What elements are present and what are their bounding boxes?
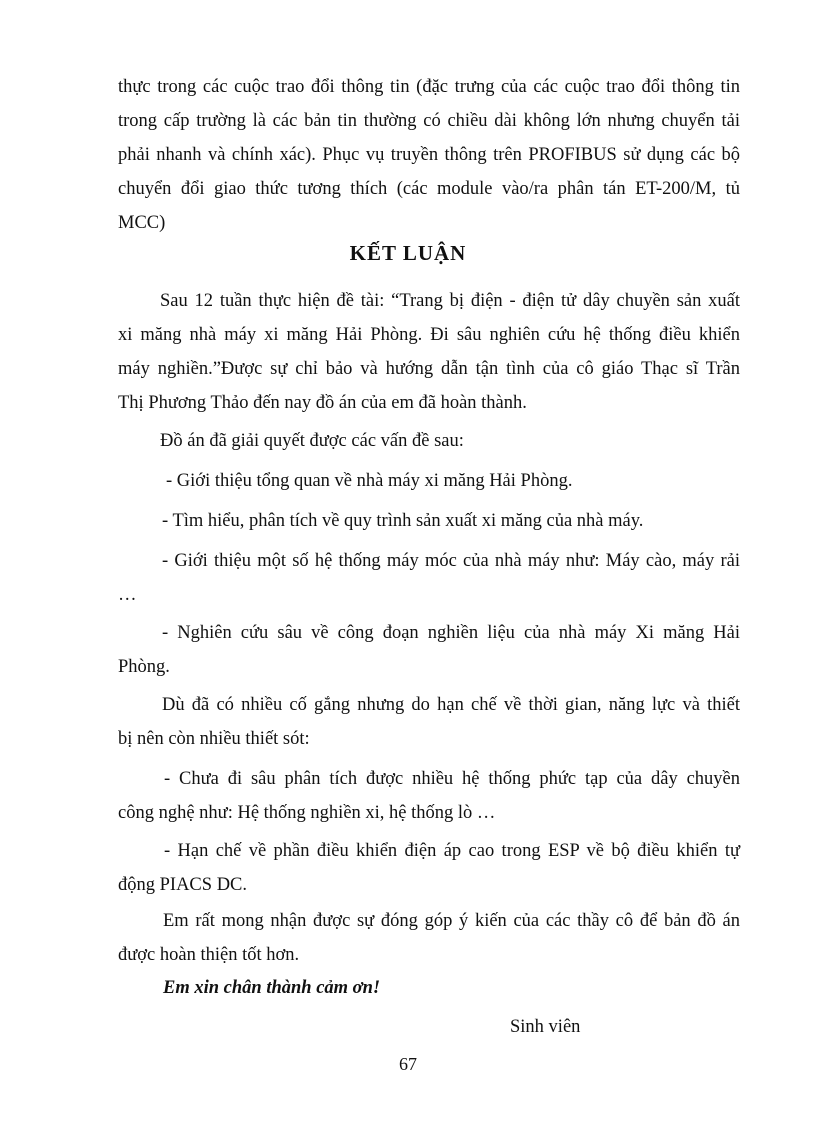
text-line: máy nghiền.”Được sự chỉ bảo và hướng dẫn tận tình của cô giáo Thạc sĩ Trần — [118, 359, 740, 379]
text-line: - Hạn chế về phần điều khiển điện áp cao trong ESP về bộ điều khiển tự — [164, 841, 740, 861]
text-line: - Giới thiệu tổng quan về nhà máy xi măng Hải Phòng. — [166, 471, 573, 491]
text-line: Em rất mong nhận được sự đóng góp ý kiến của các thầy cô để bản đồ án — [163, 911, 740, 931]
text-line: - Tìm hiểu, phân tích về quy trình sản xuất xi măng của nhà máy. — [162, 511, 644, 531]
list-item — [118, 762, 740, 830]
text-line: - Giới thiệu một số hệ thống máy móc của nhà máy như: Máy cào, máy rải — [162, 551, 740, 571]
list-item — [162, 504, 740, 538]
paragraph-continuation — [118, 70, 740, 240]
text-line: Thị Phương Thảo đến nay đồ án của em đã hoàn thành. — [118, 393, 527, 413]
list-item — [166, 464, 740, 498]
text-line: công nghệ như: Hệ thống nghiền xi, hệ thống lò … — [118, 803, 496, 823]
paragraph-solved-intro — [160, 424, 740, 458]
text-line: Đồ án đã giải quyết được các vấn đề sau: — [160, 431, 464, 451]
paragraph-limits-intro — [118, 688, 740, 756]
text-line: - Chưa đi sâu phân tích được nhiều hệ thống phức tạp của dây chuyền — [164, 769, 740, 789]
list-item — [118, 616, 740, 684]
list-item — [118, 834, 740, 902]
text-line: Phòng. — [118, 657, 170, 677]
text-line: Sau 12 tuần thực hiện đề tài: “Trang bị điện - điện tử dây chuyền sản xuất — [160, 291, 740, 311]
text-line: Dù đã có nhiều cố gắng nhưng do hạn chế về thời gian, năng lực và thiết — [162, 695, 740, 715]
text-line: trong cấp trường là các bản tin thường có chiều dài không lớn nhưng chuyển tải — [118, 111, 740, 131]
signature-label: Sinh viên — [510, 1017, 581, 1037]
paragraph-intro — [118, 284, 740, 420]
text-line: xi măng nhà máy xi măng Hải Phòng. Đi sâu nghiên cứu hệ thống điều khiển — [118, 325, 740, 345]
thanks-line: Em xin chân thành cảm ơn! — [163, 978, 381, 998]
text-line: thực trong các cuộc trao đổi thông tin (đặc trưng của các cuộc trao đổi thông tin — [118, 77, 740, 97]
page-number: 67 — [399, 1054, 417, 1074]
section-heading: KẾT LUẬN — [349, 241, 467, 265]
text-line: - Nghiên cứu sâu về công đoạn nghiền liệu của nhà máy Xi măng Hải — [162, 623, 740, 643]
text-line: MCC) — [118, 213, 166, 233]
text-line: động PIACS DC. — [118, 875, 248, 895]
list-item — [118, 544, 740, 612]
text-line: phải nhanh và chính xác). Phục vụ truyền thông trên PROFIBUS sử dụng các bộ — [118, 145, 740, 165]
text-line: được hoàn thiện tốt hơn. — [118, 945, 300, 965]
paragraph-closing — [118, 904, 740, 972]
text-line: bị nên còn nhiều thiết sót: — [118, 729, 310, 749]
text-line: … — [118, 585, 137, 605]
text-line: chuyển đổi giao thức tương thích (các module vào/ra phân tán ET-200/M, tủ — [118, 179, 740, 199]
